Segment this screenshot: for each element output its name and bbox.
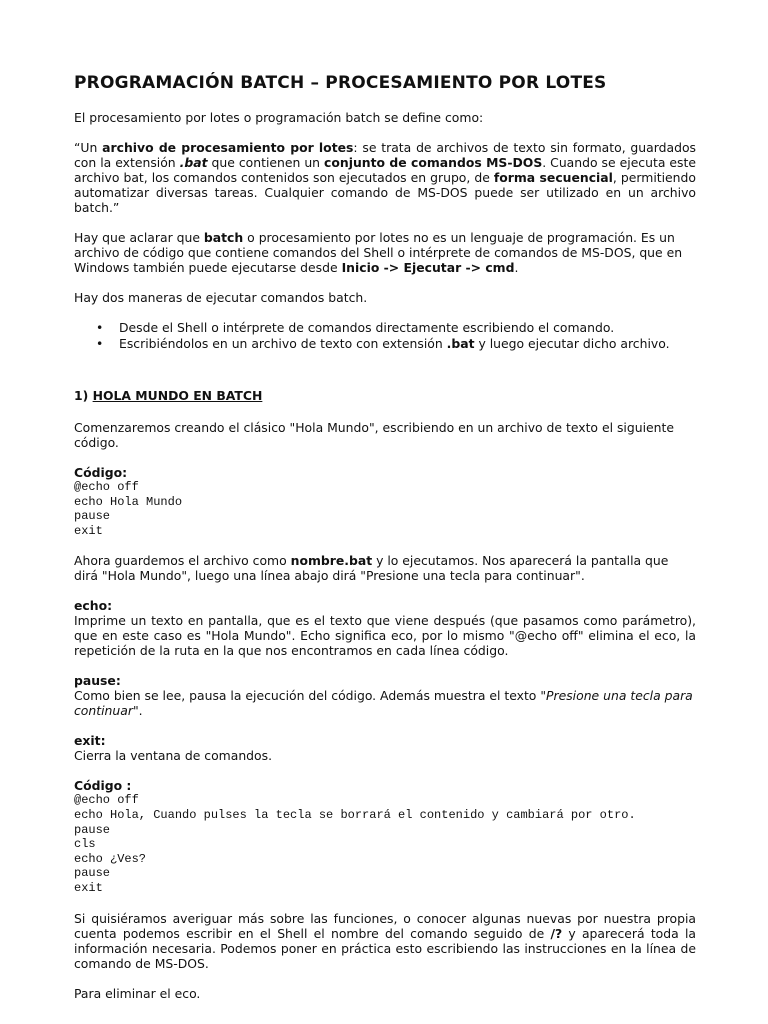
clarify-text-3: .	[514, 260, 519, 275]
definition-text-2: : se trata de archivos de texto sin formato, guardados con la extensión	[74, 140, 696, 170]
document-page	[74, 72, 696, 1016]
section-number: 1)	[74, 388, 93, 403]
definition-bold-1: archivo de procesamiento por lotes	[102, 140, 354, 155]
clarify-bold-2: Inicio -> Ejecutar -> cmd	[341, 260, 515, 275]
section-heading	[74, 388, 696, 403]
pause-definition	[74, 673, 696, 718]
list-item-text: y luego ejecutar dicho archivo.	[474, 336, 670, 351]
bullet-list	[74, 320, 696, 351]
definition-text-4: . Cuando se ejecuta este archivo bat, los comandos contenidos son ejecutados en grupo, de	[74, 155, 696, 185]
eliminate-paragraph: Para eliminar el eco.	[74, 985, 201, 1001]
clarify-text-1: Hay que aclarar que	[74, 230, 204, 245]
functions-paragraph	[74, 911, 696, 971]
definition-bold-2	[180, 155, 208, 170]
definition-bold-3: conjunto de comandos MS-DOS	[324, 155, 543, 170]
code-label: Código:	[74, 465, 128, 480]
code-block-1	[74, 465, 696, 538]
exit-text: Cierra la ventana de comandos.	[74, 748, 273, 764]
page-title: PROGRAMACIÓN BATCH – PROCESAMIENTO POR LOTES	[74, 73, 607, 93]
list-item: • Desde el Shell o intérprete de comandos directamente escribiendo el comando.	[74, 320, 696, 335]
exit-label: exit:	[74, 733, 106, 749]
code-label: Código :	[74, 778, 132, 794]
functions-text-1: Si quisiéramos averiguar más sobre las funciones, o conocer algunas nuevas por nuestra propia cuenta podemos escribir en el Shell el nombre del comando seguido de	[74, 910, 696, 941]
code-block-2	[74, 778, 696, 895]
save-paragraph	[74, 553, 696, 583]
clarify-paragraph	[74, 230, 696, 275]
echo-definition	[74, 598, 696, 658]
functions-bold: /?	[550, 925, 563, 941]
code-listing: @echo off echo Hola, Cuando pulses la tecla se borrará el contenido y cambiará por otro. pause cls echo ¿Ves? pause exit	[74, 793, 636, 895]
list-item	[74, 336, 696, 351]
echo-label: echo:	[74, 598, 113, 614]
list-item-text: Escribiéndolos en un archivo de texto con extensión	[119, 336, 447, 351]
definition-bat-extension: .bat	[179, 155, 208, 170]
echo-text: Imprime un texto en pantalla, que es el texto que viene después (que pasamos como parámetro), que en este caso es "Hola Mundo". Echo significa eco, por lo mismo "@echo off" elimina el eco, la repetición de la ruta en la que nos encontramos en cada línea código.	[74, 613, 696, 659]
pause-text-2: ".	[132, 703, 143, 719]
pause-italic: Presione una tecla para continuar	[74, 688, 693, 719]
functions-text-2: y aparecerá toda la información necesaria. Podemos poner en práctica esto escribiendo las instrucciones en la línea de comando de MS-DOS.	[74, 925, 696, 971]
save-text-2: y lo ejecutamos. Nos aparecerá la pantalla que dirá "Hola Mundo", luego una línea abajo dirá "Presione una tecla para continuar".	[74, 553, 669, 584]
pause-text	[74, 688, 696, 718]
start-paragraph: Comenzaremos creando el clásico "Hola Mundo", escribiendo en un archivo de texto el siguiente código.	[74, 420, 674, 450]
pause-text-1: Como bien se lee, pausa la ejecución del código. Además muestra el texto "	[74, 688, 547, 704]
code-listing: @echo off echo Hola Mundo pause exit	[74, 480, 183, 538]
definition-paragraph	[74, 140, 696, 215]
ways-paragraph: Hay dos maneras de ejecutar comandos batch.	[74, 290, 368, 305]
definition-text-3: que contienen un	[207, 155, 325, 170]
exit-definition	[74, 733, 696, 763]
list-item-bold: .bat	[446, 336, 475, 351]
definition-text-5: , permitiendo automatizar diversas tareas. Cualquier comando de MS-DOS puede ser utilizado en un archivo batch.”	[74, 170, 696, 215]
section-title: HOLA MUNDO EN BATCH	[92, 388, 263, 403]
save-filename: nombre.bat	[290, 553, 373, 569]
definition-bold-4: forma secuencial	[493, 170, 613, 185]
clarify-text-2: o procesamiento por lotes no es un lenguaje de programación. Es un archivo de código que contiene comandos del Shell o intérprete de comandos de MS-DOS, que en Windows también puede ejecutarse desde	[74, 230, 683, 275]
definition-text-1: “Un	[74, 140, 103, 155]
clarify-bold-1: batch	[203, 230, 244, 245]
intro-paragraph: El procesamiento por lotes o programación batch se define como:	[74, 110, 484, 125]
save-text-1: Ahora guardemos el archivo como	[74, 553, 291, 569]
pause-label: pause:	[74, 673, 121, 689]
